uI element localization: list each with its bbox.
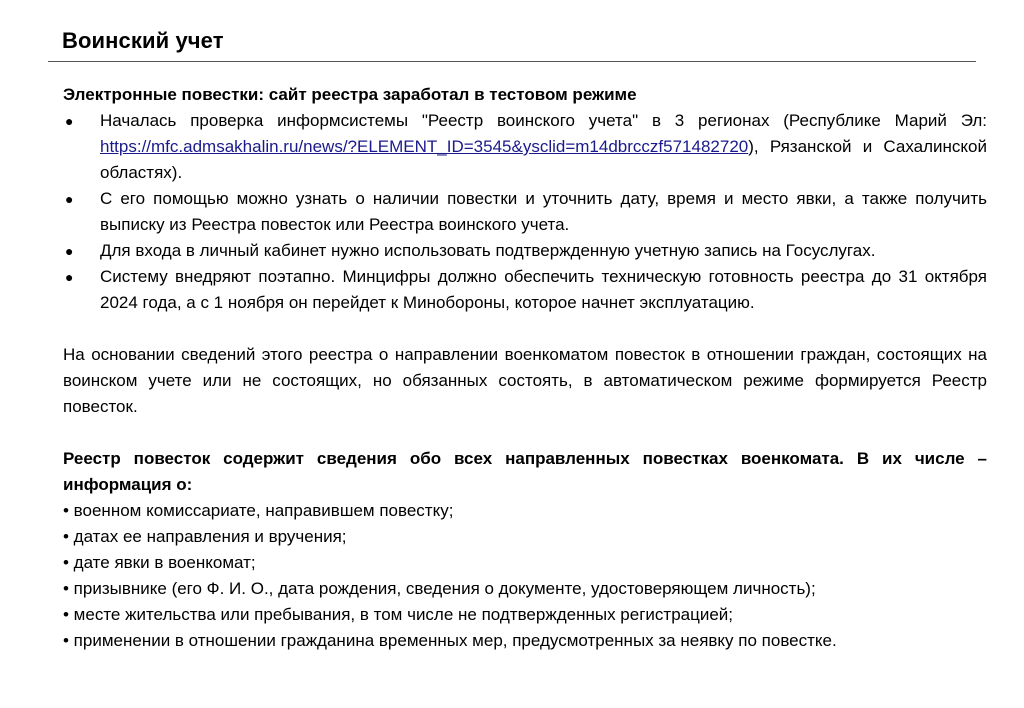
section-heading-summons: Реестр повесток содержит сведения обо всех направленных повестках военкомата. В их числе – информация о: [63,449,987,494]
title-divider [48,61,976,62]
spacer [63,420,987,446]
list-item [63,238,987,264]
list-item-text: Началась проверка информсистемы "Реестр воинского учета" в 3 регионах (Республике Марий Эл: [100,111,987,130]
list-item: • дате явки в военкомат; [63,553,256,572]
list-item [63,108,987,186]
bullet-icon: ● [65,243,74,259]
bullet-icon: ● [65,269,74,285]
list-item: • датах ее направления и вручения; [63,527,347,546]
summons-info-list [63,498,987,654]
list-item-text: Систему внедряют поэтапно. Минцифры должно обеспечить техническую готовность реестра до 31 октября 2024 года, а с 1 ноября он перейдет к Минобороны, которое начнет эксплуатацию. [100,267,987,312]
body-paragraph: На основании сведений этого реестра о направлении военкоматом повесток в отношении граждан, состоящих на воинском учете или не состоящих, но обязанных состоять, в автоматическом режиме формируется Реестр повесток. [63,345,987,416]
bullet-icon: ● [65,113,74,129]
list-item-text: С его помощью можно узнать о наличии повестки и уточнить дату, время и место явки, а также получить выписку из Реестра повесток или Реестра воинского учета. [100,189,987,234]
bullet-icon: ● [65,191,74,207]
spacer [63,316,987,342]
list-item [63,186,987,238]
bullet-list-registry [63,108,987,316]
list-item-text: ), Рязанской и Сахалинской областях). [100,137,987,182]
page-title: Воинский учет [62,28,224,53]
list-item [63,264,987,316]
list-item: • месте жительства или пребывания, в том числе не подтвержденных регистрацией; [63,605,734,624]
list-item-text: Для входа в личный кабинет нужно использовать подтвержденную учетную запись на Госуслугах. [100,241,876,260]
list-item: • военном комиссариате, направившем повестку; [63,501,454,520]
news-link[interactable]: https://mfc.admsakhalin.ru/news/?ELEMENT_ID=3545&ysclid=m14dbrcczf571482720 [100,137,749,156]
list-item: • применении в отношении гражданина временных мер, предусмотренных за неявку по повестке. [63,631,837,650]
list-item: • призывнике (его Ф. И. О., дата рождения, сведения о документе, удостоверяющем личность); [63,579,816,598]
section-heading-registry: Электронные повестки: сайт реестра заработал в тестовом режиме [63,85,637,104]
document-body [63,82,987,654]
